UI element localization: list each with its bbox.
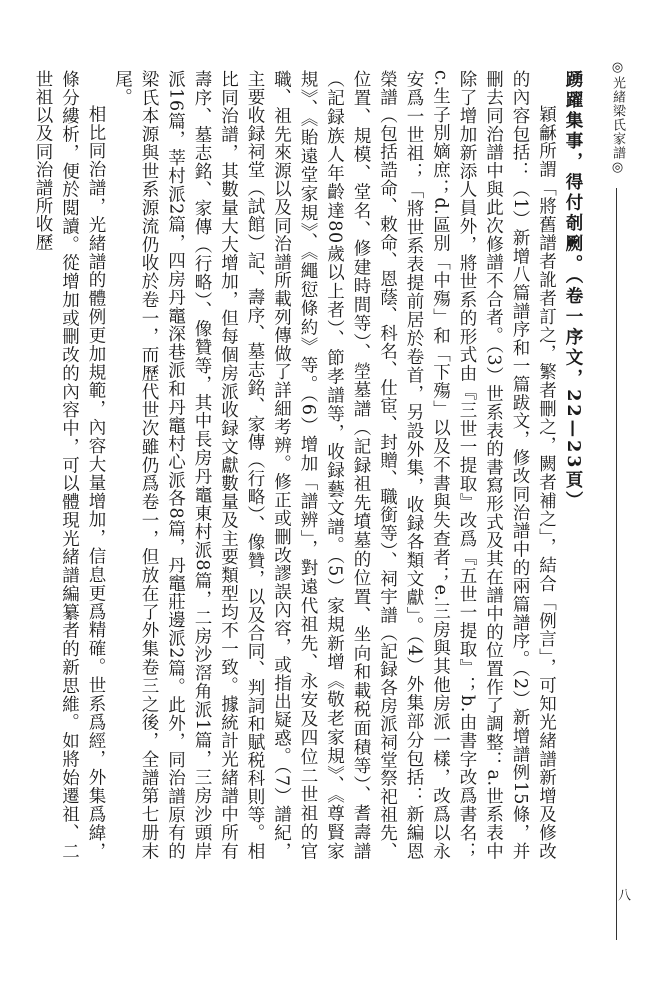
book-title: ◎光緒梁氏家譜◎ [610,60,625,176]
page-number: 八 [615,888,630,901]
running-header [606,60,628,940]
citation-line: 踴躍集事，得付剞劂。（卷一序文，22—23頁） [563,70,583,512]
body-paragraph: 相比同治譜，光緒譜的體例更加規範，內容大量增加，信息更爲精確。世系爲經，外集爲緯，條分縷析，便於閲讀。從增加或刪改的內容中，可以體現光緒譜編纂者的新思維。如將始遷祖、二世祖以及同治譜所收歷 [33,70,106,860]
body-paragraph: 穎龢所謂「將舊譜者訛者訂之，繁者刪之，闕者補之」，結合「例言」，可知光緒譜新增及修改的內容包括：（1）新增八篇譜序和一篇跋文，修改同治譜中的兩篇譜序。（2）新增譜例15條，并刪去同治譜中與此次修譜不合者。（3）世系表的書寫形式及其在譜中的位置作了調整：a.世系表中除了增加新添人員外，將世系的形式由『三世一提取』改爲『五世一提取』；b.由書字改爲書名；c.生子別嫡庶；d.區別「中殤」和「下殤」以及不書與失查者；e.三房與其他房派一樣，改爲以永安爲一世祖；「將世系表提前居於卷首，另設外集，收録各類文獻」。（4）外集部分包括：新編恩榮譜（包括誥命、敕命、恩蔭、科名、仕宦、封贈、職銜等）、祠宇譜（記録各房派祠堂祭祀祖先、位置、規模、堂名、修建時間等）、塋墓譜（記録祖先墳墓的位置、坐向和載税面積等）、耆壽譜（記録族人年齡達80歲以上者）、節孝譜等，收録藝文譜。（5）家規新增《敬老家規》、《尊賢家規》、《貽遠堂家規》、《繩愆條約》等。（6）增加「譜辨」，對遠代祖先、永安及四位二世祖的官職、祖先來源以及同治譜所載列傳做了詳細考辨。修正或刪改謬誤內容，或指出疑惑。（7）譜紀，主要收録祠堂（試館）記、壽序、墓志銘、家傳（行略）、像贊，以及合同、判詞和賦税科則等。相比同治譜，其數量大大增加，但每個房派收録文獻數量及主要類型均不一致。據統計光緒譜中所有壽序、墓志銘、家傳（行略）、像贊等，其中長房丹竈東村派8篇，二房沙滘角派1篇，三房沙頭岸派16篇，莘村派2篇，四房丹竈深巷派和丹竈村心派各8篇，丹竈莊邊派2篇。此外，同治譜原有的梁氏本源與世系源流仍收於卷一，而歷代世次雖仍爲卷一，但放在了外集卷三之後，全譜第七册末尾。 [112,70,557,860]
body-text [30,70,587,860]
header-rule [616,188,617,940]
